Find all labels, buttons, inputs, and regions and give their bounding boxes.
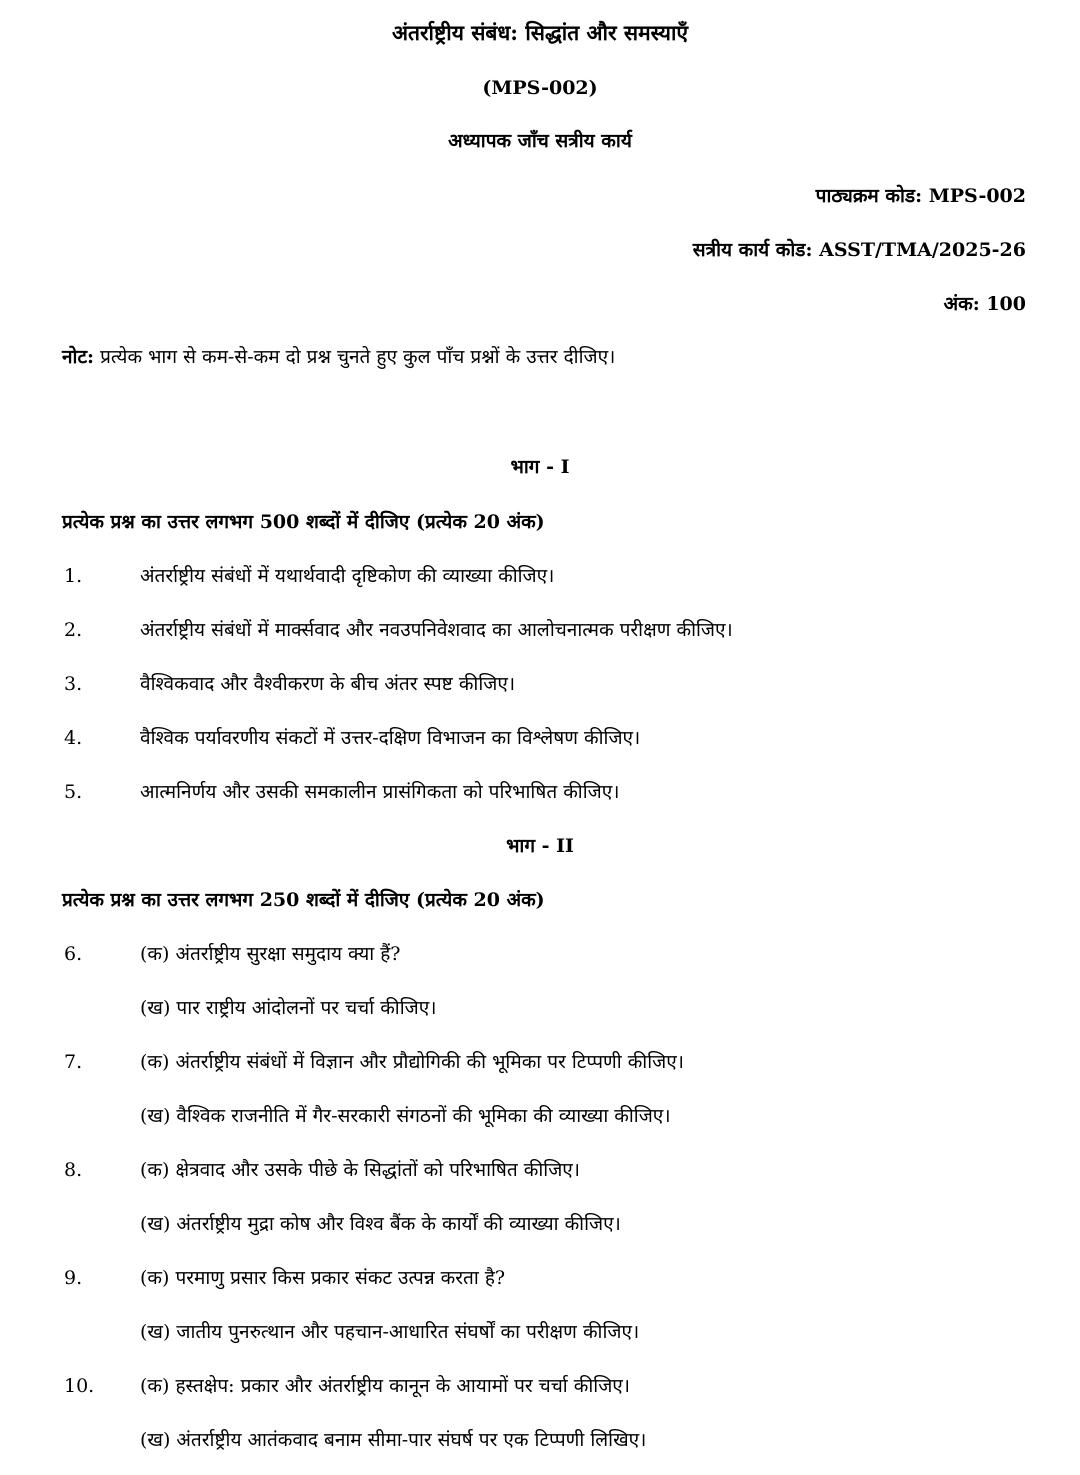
question-text: वैश्विक पर्यावरणीय संकटों में उत्तर-दक्षिण विभाजन का विश्लेषण कीजिए। — [140, 727, 641, 749]
question-number: 9. — [64, 1267, 83, 1289]
question-number: 2. — [64, 619, 83, 641]
question-text: अंतर्राष्ट्रीय संबंधों में यथार्थवादी दृष्टिकोण की व्याख्या कीजिए। — [140, 565, 555, 587]
note — [62, 344, 615, 370]
question-part-b: (ख) अंतर्राष्ट्रीय मुद्रा कोष और विश्व बैंक के कार्यों की व्याख्या कीजिए। — [140, 1213, 621, 1235]
note-label: नोट: — [62, 346, 95, 368]
question-text: अंतर्राष्ट्रीय संबंधों में मार्क्सवाद और नवउपनिवेशवाद का आलोचनात्मक परीक्षण कीजिए। — [140, 619, 733, 641]
question-number: 10. — [64, 1375, 95, 1397]
document-subtitle: अध्यापक जाँच सत्रीय कार्य — [448, 130, 632, 152]
question-text: वैश्विकवाद और वैश्वीकरण के बीच अंतर स्पष्ट कीजिए। — [140, 673, 516, 695]
course-code: पाठ्यक्रम कोड: MPS-002 — [815, 185, 1026, 207]
question-part-a: (क) परमाणु प्रसार किस प्रकार संकट उत्पन्न करता है? — [140, 1267, 506, 1289]
part1-heading: भाग - I — [510, 456, 570, 478]
part1-instruction: प्रत्येक प्रश्न का उत्तर लगभग 500 शब्दों में दीजिए (प्रत्येक 20 अंक) — [62, 511, 545, 533]
question-part-a: (क) अंतर्राष्ट्रीय सुरक्षा समुदाय क्या हैं? — [140, 943, 401, 965]
question-part-a: (क) अंतर्राष्ट्रीय संबंधों में विज्ञान और प्रौद्योगिकी की भूमिका पर टिप्पणी कीजिए। — [140, 1051, 684, 1073]
question-number: 5. — [64, 781, 83, 803]
question-number: 7. — [64, 1051, 83, 1073]
question-text: आत्मनिर्णय और उसकी समकालीन प्रासंगिकता को परिभाषित कीजिए। — [140, 781, 620, 803]
part2-instruction: प्रत्येक प्रश्न का उत्तर लगभग 250 शब्दों में दीजिए (प्रत्येक 20 अंक) — [62, 889, 545, 911]
question-part-a: (क) क्षेत्रवाद और उसके पीछे के सिद्धांतों को परिभाषित कीजिए। — [140, 1159, 581, 1181]
question-number: 4. — [64, 727, 83, 749]
total-marks: अंक: 100 — [943, 293, 1026, 315]
note-text: प्रत्येक भाग से कम-से-कम दो प्रश्न चुनते हुए कुल पाँच प्रश्नों के उत्तर दीजिए। — [94, 346, 616, 368]
question-number: 3. — [64, 673, 83, 695]
question-part-b: (ख) पार राष्ट्रीय आंदोलनों पर चर्चा कीजिए। — [140, 997, 437, 1019]
question-part-b: (ख) जातीय पुनरुत्थान और पहचान-आधारित संघर्षों का परीक्षण कीजिए। — [140, 1321, 640, 1343]
assignment-code: सत्रीय कार्य कोड: ASST/TMA/2025-26 — [692, 239, 1026, 261]
question-part-b: (ख) वैश्विक राजनीति में गैर-सरकारी संगठनों की भूमिका की व्याख्या कीजिए। — [140, 1105, 671, 1127]
document-title: अंतर्राष्ट्रीय संबंध: सिद्धांत और समस्याएँ — [391, 20, 689, 45]
part2-heading: भाग - II — [506, 835, 574, 857]
course-code-heading: (MPS-002) — [482, 77, 598, 99]
question-number: 8. — [64, 1159, 83, 1181]
question-part-b: (ख) अंतर्राष्ट्रीय आतंकवाद बनाम सीमा-पार संघर्ष पर एक टिप्पणी लिखिए। — [140, 1429, 647, 1451]
question-part-a: (क) हस्तक्षेप: प्रकार और अंतर्राष्ट्रीय कानून के आयामों पर चर्चा कीजिए। — [140, 1375, 631, 1397]
question-number: 1. — [64, 565, 83, 587]
question-number: 6. — [64, 943, 83, 965]
